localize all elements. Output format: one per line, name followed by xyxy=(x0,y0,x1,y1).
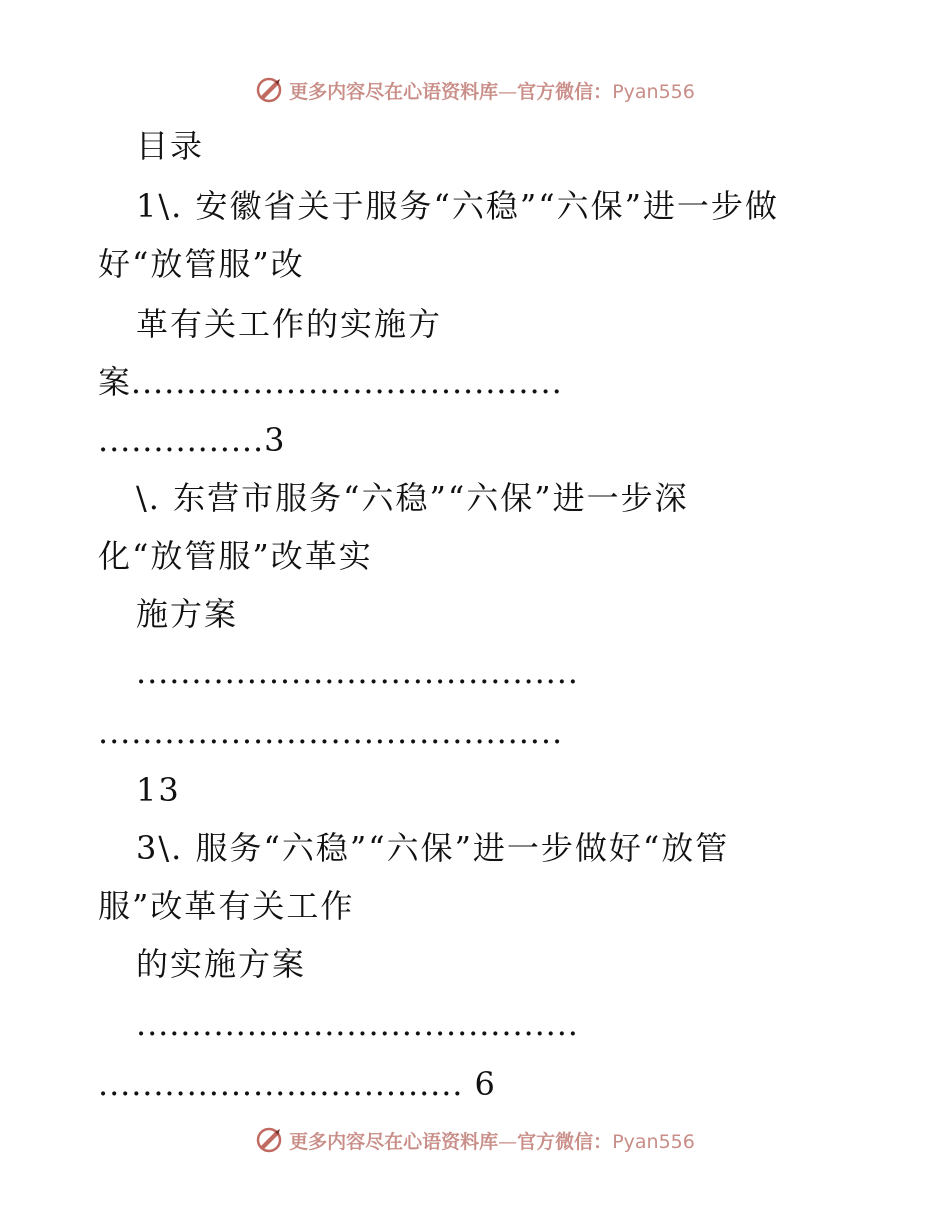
watermark-wechat-label: 官方微信： xyxy=(517,1130,613,1153)
toc-entry-2-line-1: \. 东营市服务“六稳”“六保”进一步深 xyxy=(136,479,689,517)
toc-entry-1-line-2: 好“放管服”改 xyxy=(98,245,305,283)
pen-in-circle-icon xyxy=(255,76,283,104)
toc-entry-2-leader-2: .......................................... xyxy=(98,713,564,751)
watermark-text xyxy=(289,77,695,104)
watermark-wechat-id: Pyan556 xyxy=(612,80,695,103)
watermark-footer xyxy=(0,1120,950,1160)
watermark-wechat-label: 官方微信： xyxy=(517,80,613,103)
pen-in-circle-icon xyxy=(255,1126,283,1154)
toc-entry-1-page: ...............3 xyxy=(98,421,286,459)
toc-entry-3-line-3: 的实施方案 xyxy=(136,945,307,983)
watermark-separator: — xyxy=(498,1130,518,1153)
toc-entry-3-line-2: 服”改革有关工作 xyxy=(98,887,355,925)
toc-entry-3-leader-1: ........................................ xyxy=(136,1005,579,1043)
watermark-text xyxy=(289,1127,695,1154)
toc-entry-2-leader-1: ........................................ xyxy=(136,653,579,691)
toc-entry-1-line-1: 1\. 安徽省关于服务“六稳”“六保”进一步做 xyxy=(136,187,779,225)
watermark-header xyxy=(0,70,950,110)
toc-entry-1-line-3: 革有关工作的实施方 xyxy=(136,305,443,343)
watermark-wechat-id: Pyan556 xyxy=(612,1130,695,1153)
toc-entry-1-leader: 案....................................... xyxy=(98,363,563,401)
toc-entry-2-line-3: 施方案 xyxy=(136,595,239,633)
toc-heading: 目录 xyxy=(136,127,205,165)
toc-entry-3-line-1: 3\. 服务“六稳”“六保”进一步做好“放管 xyxy=(136,829,730,867)
watermark-main-text: 更多内容尽在心语资料库 xyxy=(289,1130,499,1153)
watermark-main-text: 更多内容尽在心语资料库 xyxy=(289,80,499,103)
toc-entry-3-page: ................................. 6 xyxy=(98,1065,496,1103)
toc-entry-2-line-2: 化“放管服”改革实 xyxy=(98,537,373,575)
watermark-separator: — xyxy=(498,80,518,103)
toc-entry-2-page: 13 xyxy=(136,771,181,809)
